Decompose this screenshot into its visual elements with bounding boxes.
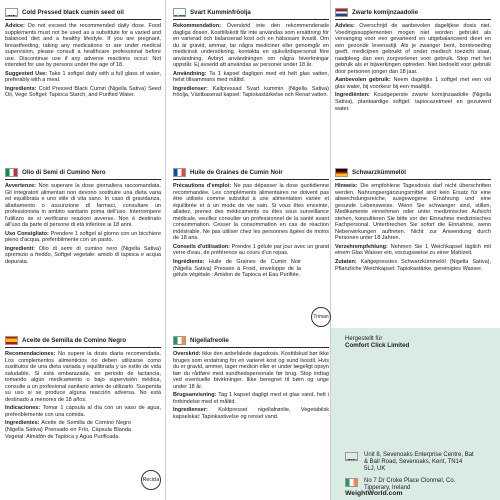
advice-body: Ne pas dépasser la dose quotidienne recommandée. Les compléments alimentaires ne doivent pas être utilisés comme substitut à une alimentation variée et équilibrée et à un mode de vie sain. Si vous êtes enceinte, allaitez, prenez des médicaments ou êtes sous surveillance médicale, veuillez consulter un professionnel de la santé avant consommation. Cesser la consommation en cas de réaction indésirable. Ne pas utiliser chez les personnes âgées de moins de 18 ans. — [173, 183, 329, 242]
use-label: Aanbevolen gebruik: — [335, 77, 391, 84]
ingredients-label: Ingredients: — [5, 85, 37, 92]
use-body: Neem dagelijks 1 softgel met een vol glas water, bij voorkeur bij een maaltijd. — [335, 77, 491, 90]
column-divider — [165, 0, 166, 500]
ingredients-body: Aceite de Semilla de Comino Negro (Nigella Sativa) Prensado en Frío, Cápsula Blanda Vegetal: Almidón de Tapioca y Agua Purificada. — [5, 420, 131, 440]
ingredients-label: Zutaten: — [335, 259, 357, 266]
section-title: Aceite de Semilla de Comino Negro — [22, 336, 127, 344]
ingredients-text — [335, 259, 491, 272]
ingredients-body: Huile de Graines de Cumin Noir (Nigella Sativa) Pressée à Froid, enveloppe de la gélule végétale : Amidon de Tapioca et Eau Purifiée. — [173, 259, 301, 279]
section-en — [5, 5, 161, 101]
use-label: Användning: — [173, 70, 207, 77]
ingredients-text — [335, 92, 491, 112]
ie-address-text: No 7 Dr Croke Place Clonmel, Co. Tipperary, Ireland — [364, 478, 456, 491]
manufacturer-heading: Hergestellt für — [345, 336, 383, 342]
ingredients-label: Ingredientes: — [5, 420, 40, 427]
uk-flag-icon — [5, 8, 18, 17]
uk-address-text: Unit 8, Sevenoaks Enterprise Centre, Bat & Ball Road, Sevenoaks, Kent, TN14 5LJ, UK — [364, 452, 474, 472]
use-text — [173, 71, 329, 84]
ingredients-text — [173, 407, 329, 420]
ingredients-body: Cold Pressed Black Cumin (Nigella Sativa) Seed Oil, Vege Softgel: Tapioca Starch, and Purified Water. — [5, 85, 161, 99]
section-title: Olio di Semi di Cumino Nero — [22, 168, 106, 176]
advice-label: Rekommendation: — [173, 23, 221, 29]
germany-flag-icon — [335, 168, 348, 177]
recycle-symbol-icon — [141, 470, 161, 490]
ingredients-text — [173, 86, 329, 99]
use-text — [173, 392, 329, 405]
france-flag-icon — [173, 168, 186, 177]
ingredients-body: Olio di semi di cumino nero (Nigella Sativa) spremuto a freddo, Softgel vegetale: amido di tapioca e acqua depurata. — [5, 245, 161, 266]
use-body: Ta 1 kapsel dagligen med ett helt glas vatten, helst tillsammans med måltid. — [173, 70, 329, 84]
section-de — [335, 165, 491, 274]
advice-label: Précautions d'emploi: — [173, 183, 232, 189]
advice-text — [5, 23, 161, 69]
use-body: Tomar 1 cápsula al día con un vaso de agua, preferiblemente con una comida. — [5, 405, 161, 418]
use-label: Brugsanvisning: — [173, 392, 217, 399]
section-header — [173, 333, 329, 348]
advice-text — [335, 23, 491, 75]
section-title: Huile de Graines de Cumin Noir — [190, 168, 283, 176]
advice-label: Advies: — [335, 23, 355, 29]
section-title: Zwarte komijnzaadolie — [352, 8, 419, 16]
section-title: Svart Kumminfröolja — [190, 8, 251, 16]
section-header — [5, 333, 161, 348]
manufacturer-block — [345, 336, 409, 349]
advice-body: Non superare la dose giornaliera raccomandata. Gli integratori alimentari non devono sostituire una dieta varia ed equilibrata e uno stile di vita sano. In caso di gravidanza, allattamento o assunzione di farmaci, consultare un professionista in ambito sanitario prima dell'uso. Interrompere l'utilizzo se si verificano reazioni avverse. Non è destinato all'uso da parte di persone di età inferiore ai 18 anni. — [5, 183, 161, 229]
section-title: Schwarzkümmelöl — [352, 168, 406, 176]
use-body: Prendere 1 softgel al giorno con un bicchiere pieno d'acqua, preferibilmente con un pasto. — [5, 230, 161, 244]
advice-label: Advice: — [5, 23, 25, 29]
section-title: Nigellafreolie — [190, 336, 229, 344]
uk-flag-icon — [345, 452, 358, 461]
uk-address — [345, 452, 474, 473]
manufacturer-company: Comfort Click Limited — [345, 342, 410, 349]
advice-body: No supere la dosis diaria recomendada. Los complementos alimenticios no deben utilizarse como sustitutos de una dieta variada y equilibrada y un estilo de vida saludable. Si está embarazada, en periodo de lactancia, tomando algún medicamento o bajo supervisión médica, consulte a un profesional sanitario antes de utilizarlo. Suspenda su uso si se produce alguna reacción adversa. No está destinado a menores de 18 años. — [5, 351, 161, 403]
advice-body: Do not exceed the recommended daily dose. Food supplements must not be used as a substitute for a varied and balanced diet and a healthy lifestyle. If you are pregnant, breastfeeding, taking any medications or are under medical supervision, please consult a healthcare professional before use. Discontinue use if any adverse reactions occur. Not intended for use by persons under the age of 18. — [5, 23, 161, 69]
ingredients-label: Ingredienser: — [173, 407, 208, 414]
section-header — [335, 5, 491, 20]
ireland-flag-icon — [345, 478, 358, 487]
section-title: Cold Pressed black cumin seed oil — [22, 8, 124, 16]
ingredients-text — [173, 259, 301, 279]
use-label: Uso Consigliato: — [5, 230, 49, 237]
ingredients-body: Koudgeperste zwarte komijnzaadolie (Nigella Sativa), plantaardige softgel: tapiocazetmeel en gezuiverd water. — [335, 92, 491, 112]
use-label: Suggested Use: — [5, 70, 48, 77]
ingredients-text — [5, 420, 131, 440]
use-label: Verzehrempfehlung: — [335, 243, 388, 250]
use-body: Prendre 1 gélule par jour avec un grand verre d'eau, de préférence au cours d'un repas. — [173, 243, 329, 257]
section-se — [173, 5, 329, 101]
triman-symbol-label: Triman — [313, 313, 329, 320]
section-header — [5, 165, 161, 180]
section-header — [5, 5, 161, 20]
ingredients-body: Koldpresset nigellafrøolie, Vegetabilsk kapselskal: Tapiokastivelse og renset vand. — [173, 407, 329, 420]
triman-symbol-icon — [311, 307, 331, 327]
ingredients-text — [5, 86, 161, 99]
use-text — [5, 405, 161, 418]
advice-text — [173, 351, 329, 390]
advice-label: Hinweis: — [335, 183, 358, 189]
advice-body: Die empfohlene Tagesdosis darf nicht überschritten werden. Nahrungsergänzungsmittel sind kein Ersatz für eine abwechslungsreiche, ausgewogene Ernährung und eine gesunde Lebensweise. Wenn Sie schwanger sind, stillen, Medikamente einnehmen oder unter medizinischer Aufsicht stehen, konsultieren Sie bitte vor der Einnahme medizinisches Fachpersonal. Unterbrechen Sie sofort die Einnahme, wenn Nebenwirkungen auftreten. Nicht zur Anwendung durch Personen unter 18 Jahren. — [335, 183, 491, 242]
use-text — [173, 244, 329, 257]
advice-text — [173, 23, 329, 69]
advice-text — [173, 183, 329, 242]
advice-text — [5, 351, 161, 403]
section-ie — [173, 333, 329, 422]
use-label: Conseils d'utilisation: — [173, 243, 230, 250]
ingredients-body: Kallpressad Svart kummin (Nigella Sativa) fröolja, Växtbaserad kapsel: Tapiokastärkelse och Renat vatten. — [173, 85, 329, 99]
ireland-flag-icon — [173, 336, 186, 345]
use-text — [5, 71, 161, 84]
use-body: Take 1 softgel daily with a full glass of water, preferably with a meal. — [5, 70, 161, 84]
ingredients-label: Ingredienser: — [173, 85, 208, 92]
advice-text — [335, 183, 491, 242]
advice-label: Avvertenze: — [5, 183, 36, 189]
use-text — [335, 77, 491, 90]
ingredients-text — [5, 246, 161, 266]
use-body: Nehmen Sie 1 Weichkapsel täglich mit einem Glas Wasser ein, vorzugsweise zu einer Mahlzeit. — [335, 243, 492, 257]
section-header — [173, 165, 329, 180]
use-body: Tag 1 kapsel dagligt med et glas vand, helt i forbindelse med et måltid. — [173, 392, 329, 405]
use-label: Indicaciones: — [5, 405, 41, 412]
advice-label: Overskrid: — [173, 351, 201, 357]
recycle-symbol-label: Recicla — [142, 476, 160, 483]
use-text — [5, 231, 161, 244]
advice-body: Overschrijd de aanbevolen dagelijkse dosis niet. Voedingssupplementen mogen niet worden gebruikt als vervanging voor een gevarieerd en uitgebalanceerd dieet en een gezonde levensstijl. Als je zwanger bent, borstvoeding geeft, medicijnen gebruikt of onder medisch toezicht staat, raadpleeg dan een zorgverlener voor gebruik. Stop met het gebruik als er bijwerkingen optreden. Niet bedoeld voor gebruik door personen jonger dan 18 jaar. — [335, 23, 491, 75]
italy-flag-icon — [5, 168, 18, 177]
section-header — [173, 5, 329, 20]
section-header — [335, 165, 491, 180]
advice-body: Överskrid inte den rekommenderade dagliga dosen. Kosttillskott får inte användas som ersättning för en varierad och balanserad kost och en hälsosam livsstil. Om du är gravid, ammar, tar några mediciner eller genomgår en medicinsk undersökning, kontakta en sjukvårdspersonal före användning. Avbryt användningen om några biverkningar uppstår. Ej avsedd att användas av personer under 18 år. — [173, 23, 330, 69]
ingredients-label: Ingredienti: — [5, 245, 35, 252]
manufacturer-panel — [331, 328, 500, 500]
advice-label: Recomendaciones: — [5, 351, 56, 357]
section-fr — [173, 165, 329, 320]
ingredients-label: Ingrédients: — [173, 259, 205, 266]
advice-body: ikke den anbefalede dagsdosis. Kosttilskud bør ikke bruges som erstatning for en varieret kost og sund livsstil. Hvis du er gravid, ammer, tager medicin eller er under lægeligt opsyn bør du rådføre med sundhedspersonale før brug. Stop indtag ved eventuelle bivirkninger. Ikke beregnet til børn og unge under 18 år. — [173, 351, 329, 390]
netherlands-flag-icon — [335, 8, 348, 17]
section-nl — [335, 5, 491, 114]
spain-flag-icon — [5, 336, 18, 345]
advice-text — [5, 183, 161, 229]
website-link[interactable]: WeightWorld.com — [345, 490, 403, 497]
use-text — [335, 244, 491, 257]
ingredients-label: Ingrediënten: — [335, 92, 370, 99]
sweden-flag-icon — [173, 8, 186, 17]
section-es — [5, 333, 161, 483]
section-it — [5, 165, 161, 268]
ingredients-body: Kaltgepresstes Schwarzkümmelöl (Nigella Sativa), Pflanzliche Weichkapsel: Tapiokastärke, gereinigtes Wasser. — [335, 259, 491, 272]
